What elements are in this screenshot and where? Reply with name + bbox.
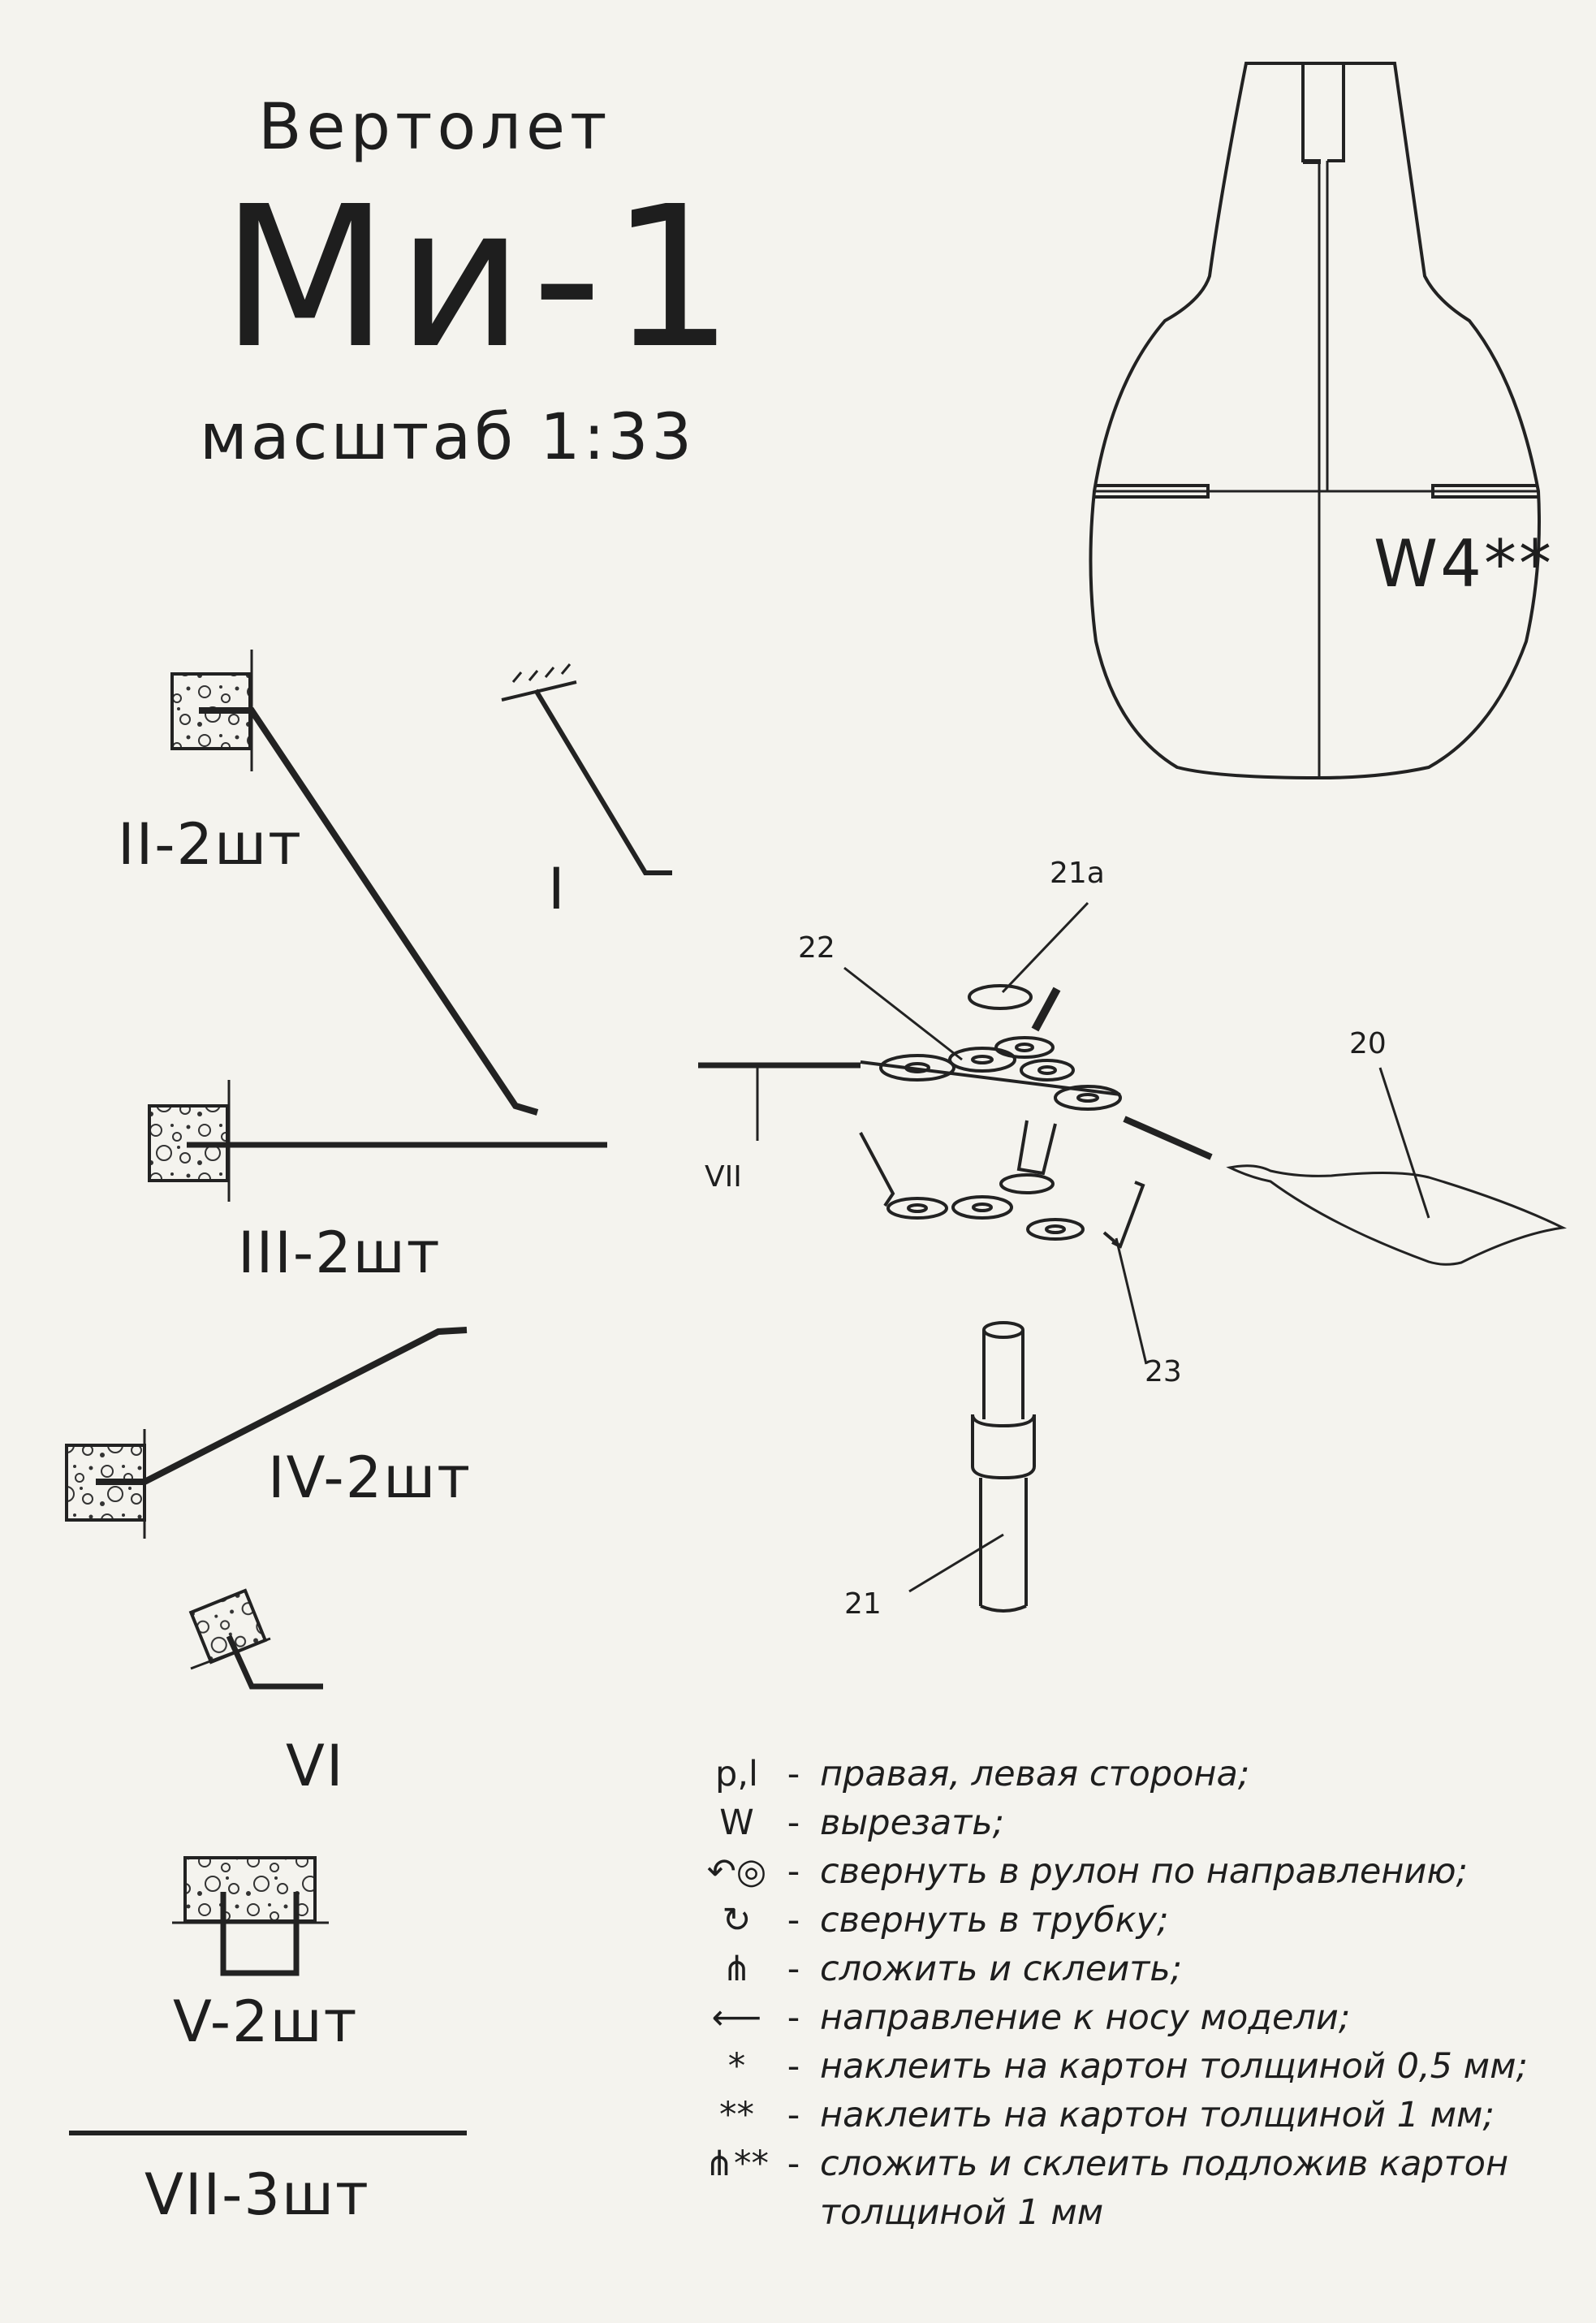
fold-glue-icon: ⋔ — [722, 1949, 752, 1989]
legend-row — [698, 1896, 1575, 1945]
legend-row — [698, 1993, 1575, 2042]
part-ii — [172, 650, 537, 1112]
part-v — [172, 1858, 329, 1973]
part-v-label: V-2шт — [173, 1988, 359, 2055]
legend-text: свернуть в трубку; — [820, 1900, 1169, 1941]
callout-22: 22 — [798, 931, 835, 965]
legend-text: наклеить на картон толщиной 0,5 мм; — [820, 2046, 1529, 2087]
legend-dash: - — [787, 1803, 800, 1843]
part-iii — [149, 1080, 607, 1202]
title-subtitle: Вертолет — [258, 91, 612, 164]
assembly-shaft-21 — [973, 1323, 1034, 1611]
legend-row — [698, 1945, 1575, 1993]
assembly-rotor — [698, 986, 1211, 1157]
callout-21a: 21a — [1050, 857, 1105, 890]
legend-dash: - — [787, 2046, 800, 2087]
legend-row — [698, 1750, 1575, 1798]
w4-outline — [1090, 63, 1539, 778]
part-vi-label: VI — [286, 1733, 345, 1799]
rotor-hub-plates — [861, 1038, 1120, 1109]
legend-dash: - — [787, 1851, 800, 1892]
callout-21: 21 — [844, 1587, 882, 1621]
legend-text: вырезать; — [820, 1803, 1005, 1843]
part-21a-disc — [969, 986, 1031, 1008]
roll-icon: ↶◎ — [706, 1851, 767, 1892]
part-iv-label: IV-2шт — [268, 1444, 472, 1511]
part-vi — [191, 1591, 323, 1686]
legend-text: правая, левая сторона; — [820, 1754, 1250, 1794]
legend-text: наклеить на картон толщиной 1 мм; — [820, 2095, 1495, 2135]
legend-text: направление к носу модели; — [820, 1997, 1351, 2038]
legend-symbol: W — [719, 1803, 754, 1843]
w4-template-label: W4** — [1374, 526, 1554, 602]
legend-text: сложить и склеить; — [820, 1949, 1183, 1989]
part-i — [502, 664, 672, 873]
legend — [698, 1750, 1575, 2237]
part-vi-foam — [191, 1591, 265, 1662]
callout-23: 23 — [1145, 1355, 1182, 1388]
legend-dash: - — [787, 1949, 800, 1989]
legend-dash: - — [787, 1754, 800, 1794]
part-iii-label: III-2шт — [238, 1220, 442, 1286]
legend-dash: - — [787, 1900, 800, 1941]
part-ii-label: II-2шт — [118, 811, 303, 878]
legend-row — [698, 2139, 1575, 2188]
model-title: Ми-1 — [221, 164, 743, 391]
legend-row — [698, 2188, 1575, 2237]
w4-template — [1090, 63, 1539, 778]
assembly-lower-hub — [861, 1120, 1143, 1246]
legend-symbol: * — [727, 2046, 746, 2087]
part-vii-label: VII-3шт — [145, 2161, 370, 2228]
arrow-left-icon: ⟵ — [711, 1997, 762, 2038]
legend-dash: - — [787, 2144, 800, 2184]
legend-text: свернуть в рулон по направлению; — [820, 1851, 1469, 1892]
legend-row — [698, 1798, 1575, 1847]
assembly-blade-20 — [1230, 1166, 1563, 1265]
callout-20: 20 — [1349, 1027, 1387, 1060]
scale-label: масштаб 1:33 — [200, 401, 696, 474]
legend-text: сложить и склеить подложив картон — [820, 2144, 1509, 2184]
legend-text: толщиной 1 мм — [820, 2192, 1104, 2233]
part-i-label: I — [548, 856, 567, 922]
legend-symbol: p,l — [715, 1754, 758, 1794]
callout-vii: VII — [705, 1160, 742, 1194]
fold-glue-icon: ⋔** — [704, 2144, 770, 2184]
w4-slot — [1303, 63, 1344, 161]
legend-dash: - — [787, 2095, 800, 2135]
callout-leaders — [757, 903, 1429, 1591]
legend-row — [698, 1847, 1575, 1896]
legend-row — [698, 2042, 1575, 2091]
legend-dash: - — [787, 1997, 800, 2038]
legend-symbol: ** — [719, 2095, 754, 2135]
tube-icon: ↻ — [722, 1900, 752, 1941]
legend-row — [698, 2091, 1575, 2139]
